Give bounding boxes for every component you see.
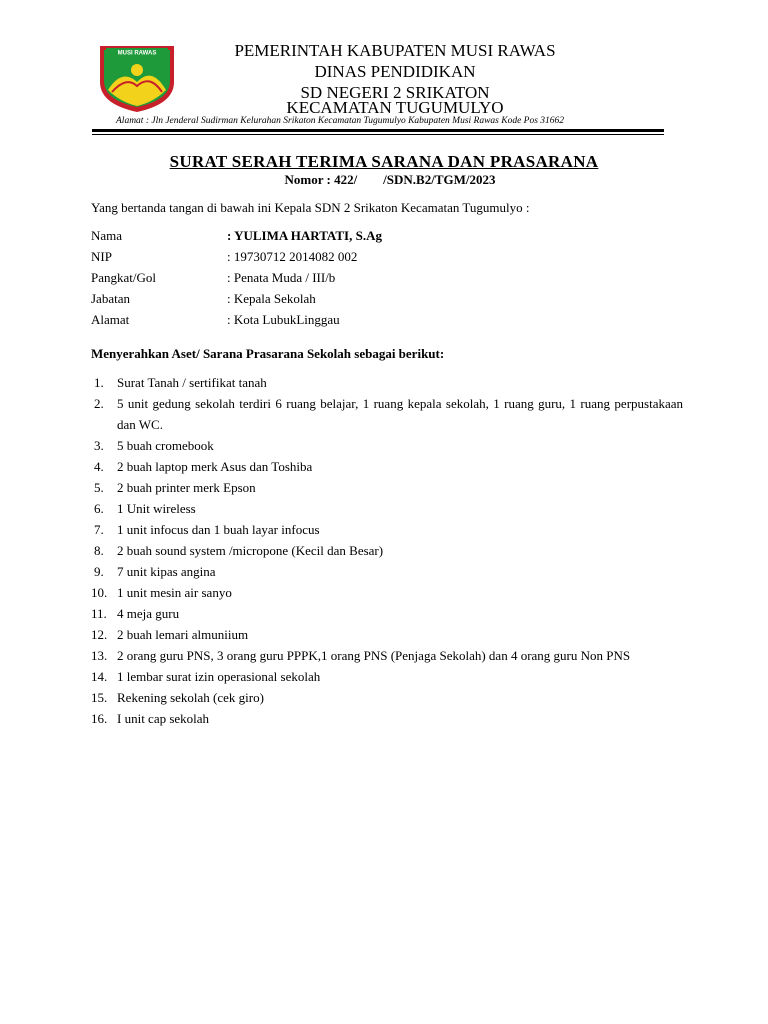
list-item-number: 9. [94, 564, 104, 579]
list-item [91, 498, 683, 519]
list-item-number: 3. [94, 438, 104, 453]
list-item [91, 540, 683, 561]
list-item-text: 2 orang guru PNS, 3 orang guru PPPK,1 orang PNS (Penjaga Sekolah) dan 4 orang guru Non PNS [117, 648, 631, 663]
letterhead-divider-thin [92, 134, 664, 135]
list-item-number: 10. [91, 585, 108, 600]
list-item-text: Rekening sekolah (cek giro) [117, 690, 264, 705]
letterhead-school: SD NEGERI 2 SRIKATON [300, 83, 490, 102]
identity-label: Jabatan [91, 291, 130, 306]
list-item-number: 6. [94, 501, 104, 516]
list-item [91, 582, 683, 603]
identity-value: : YULIMA HARTATI, S.Ag [227, 228, 382, 243]
identity-label: Pangkat/Gol [91, 270, 156, 285]
list-item [91, 561, 683, 582]
list-item [91, 603, 683, 624]
musi-rawas-emblem-icon [94, 42, 180, 114]
list-item-number: 14. [91, 669, 108, 684]
list-item-number: 13. [91, 648, 108, 663]
identity-label: Nama [91, 228, 123, 243]
list-item [91, 477, 683, 498]
list-item-number: 5. [94, 480, 104, 495]
list-item [91, 393, 683, 435]
list-item [91, 519, 683, 540]
list-item-number: 16. [91, 711, 108, 726]
list-item-number: 8. [94, 543, 104, 558]
section-heading: Menyerahkan Aset/ Sarana Prasarana Sekolah sebagai berikut: [91, 346, 445, 361]
list-item [91, 435, 683, 456]
list-item [91, 687, 683, 708]
list-item [91, 372, 683, 393]
list-item-text: 2 buah lemari almuniium [117, 627, 249, 642]
list-item-text: 5 unit gedung sekolah terdiri 6 ruang belajar, 1 ruang kepala sekolah, 1 ruang guru, 1 ruang perpustakaan dan WC. [117, 396, 683, 432]
letterhead-address: Alamat : Jln Jenderal Sudirman Kelurahan Srikaton Kecamatan Tugumulyo Kabupaten Musi Rawas Kode Pos 31662 [116, 116, 565, 126]
identity-value: : Kepala Sekolah [227, 291, 316, 306]
document-number: Nomor : 422/ /SDN.B2/TGM/2023 [284, 172, 496, 187]
document-title: SURAT SERAH TERIMA SARANA DAN PRASARANA [169, 152, 599, 171]
list-item-text: Surat Tanah / sertifikat tanah [117, 375, 267, 390]
list-item-text: I unit cap sekolah [117, 711, 210, 726]
list-item-text: 2 buah sound system /micropone (Kecil dan Besar) [117, 543, 384, 558]
list-item-text: 1 unit mesin air sanyo [117, 585, 232, 600]
list-item-text: 1 Unit wireless [117, 501, 196, 516]
list-item-text: 1 lembar surat izin operasional sekolah [117, 669, 321, 684]
list-item-text: 2 buah laptop merk Asus dan Toshiba [117, 459, 313, 474]
list-item-number: 12. [91, 627, 108, 642]
identity-label: NIP [91, 249, 112, 264]
list-item-number: 2. [94, 396, 104, 411]
letterhead-government: PEMERINTAH KABUPATEN MUSI RAWAS [234, 41, 556, 60]
letterhead-divider [92, 129, 664, 132]
identity-label: Alamat [91, 312, 130, 327]
list-item [91, 645, 683, 666]
list-item-number: 1. [94, 375, 104, 390]
list-item-text: 7 unit kipas angina [117, 564, 216, 579]
list-item-text: 4 meja guru [117, 606, 180, 621]
list-item-text: 2 buah printer merk Epson [117, 480, 256, 495]
identity-value: : 19730712 2014082 002 [227, 249, 358, 264]
list-item [91, 708, 683, 729]
list-item [91, 624, 683, 645]
list-item-number: 11. [91, 606, 107, 621]
identity-value: : Penata Muda / III/b [227, 270, 336, 285]
emblem-text: MUSI RAWAS [117, 50, 157, 57]
intro-text: Yang bertanda tangan di bawah ini Kepala SDN 2 Srikaton Kecamatan Tugumulyo : [91, 200, 530, 215]
list-item-number: 4. [94, 459, 104, 474]
asset-list [91, 372, 683, 729]
identity-value: : Kota LubukLinggau [227, 312, 340, 327]
list-item [91, 666, 683, 687]
list-item-number: 7. [94, 522, 104, 537]
list-item-number: 15. [91, 690, 108, 705]
letterhead-agency: DINAS PENDIDIKAN [314, 62, 476, 81]
list-item-text: 1 unit infocus dan 1 buah layar infocus [117, 522, 320, 537]
list-item [91, 456, 683, 477]
list-item-text: 5 buah cromebook [117, 438, 214, 453]
letterhead-district: KECAMATAN TUGUMULYO [286, 98, 504, 117]
